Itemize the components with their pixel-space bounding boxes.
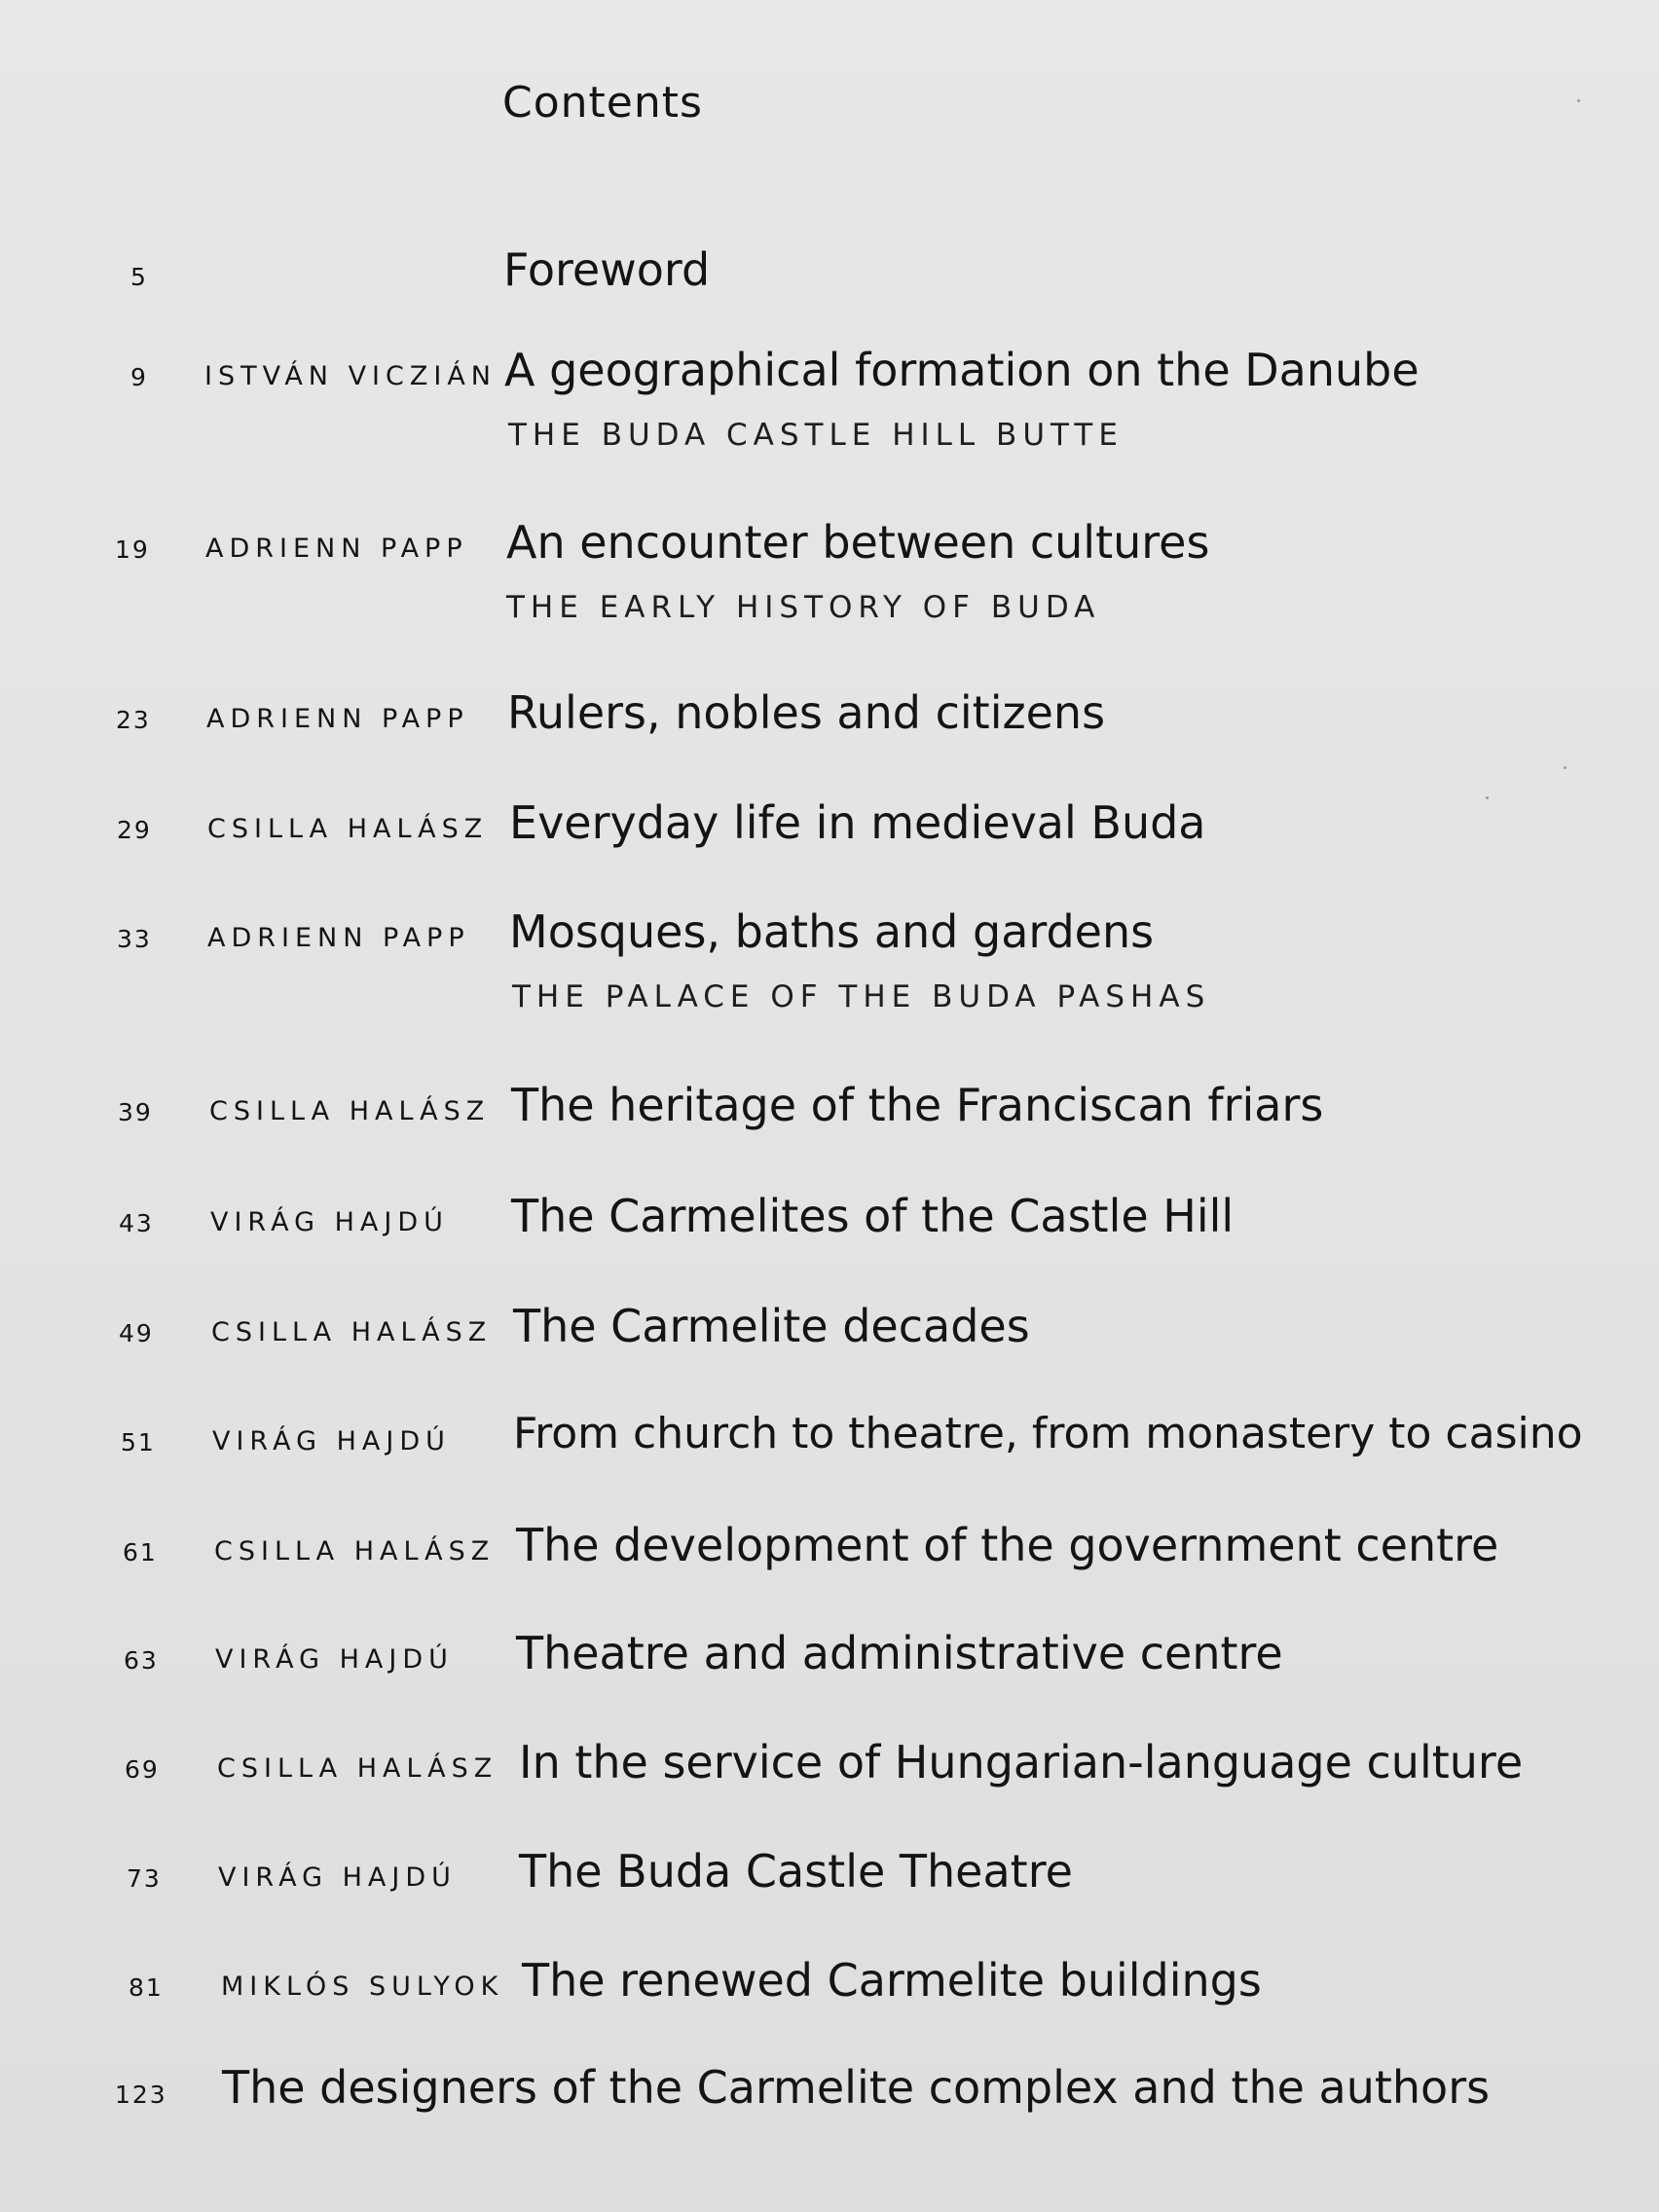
chapter-title: The development of the government centre bbox=[516, 1519, 1499, 1571]
chapter-title: Everyday life in medieval Buda bbox=[509, 796, 1206, 849]
chapter-title: Mosques, baths and gardens bbox=[509, 905, 1155, 958]
chapter-title: In the service of Hungarian-language culture bbox=[519, 1736, 1524, 1788]
chapter-subtitle: THE EARLY HISTORY OF BUDA bbox=[506, 590, 1101, 625]
chapter-title: The designers of the Carmelite complex and the authors bbox=[222, 2061, 1491, 2114]
page-number: 73 bbox=[127, 1864, 162, 1893]
page-number: 33 bbox=[117, 925, 152, 953]
chapter-title: From church to theatre, from monastery to casino bbox=[513, 1409, 1583, 1458]
paper-speck bbox=[1486, 796, 1489, 799]
chapter-subtitle: THE BUDA CASTLE HILL BUTTE bbox=[508, 418, 1124, 453]
page-number: 9 bbox=[130, 363, 148, 391]
author-name: CSILLA HALÁSZ bbox=[217, 1753, 498, 1784]
chapter-title: The heritage of the Franciscan friars bbox=[511, 1079, 1324, 1131]
author-name: ADRIENN PAPP bbox=[207, 923, 470, 953]
chapter-title: Theatre and administrative centre bbox=[516, 1627, 1283, 1679]
page-number: 19 bbox=[115, 535, 150, 564]
page-number: 49 bbox=[119, 1319, 154, 1347]
page-number: 81 bbox=[129, 1973, 164, 2002]
page-number: 51 bbox=[121, 1428, 156, 1456]
paper-speck bbox=[1577, 99, 1580, 102]
paper-speck bbox=[1564, 766, 1567, 769]
chapter-title: An encounter between cultures bbox=[506, 516, 1210, 569]
author-name: ISTVÁN VICZIÁN bbox=[204, 361, 497, 391]
chapter-subtitle: THE PALACE OF THE BUDA PASHAS bbox=[512, 979, 1211, 1014]
page-number: 61 bbox=[123, 1538, 158, 1567]
chapter-title: Rulers, nobles and citizens bbox=[507, 686, 1106, 739]
author-name: VIRÁG HAJDÚ bbox=[215, 1644, 454, 1675]
page-number: 29 bbox=[117, 816, 152, 844]
author-name: ADRIENN PAPP bbox=[206, 704, 469, 734]
page-number: 123 bbox=[115, 2081, 167, 2109]
author-name: MIKLÓS SULYOK bbox=[221, 1972, 504, 2002]
page-number: 63 bbox=[124, 1646, 159, 1675]
chapter-title: The Buda Castle Theatre bbox=[519, 1845, 1073, 1898]
chapter-title: Foreword bbox=[503, 243, 711, 296]
chapter-title: The renewed Carmelite buildings bbox=[522, 1954, 1262, 2007]
chapter-title: The Carmelites of the Castle Hill bbox=[511, 1190, 1235, 1242]
chapter-title: The Carmelite decades bbox=[513, 1300, 1030, 1352]
author-name: CSILLA HALÁSZ bbox=[209, 1096, 491, 1126]
page-number: 5 bbox=[130, 263, 148, 291]
page-number: 69 bbox=[125, 1755, 160, 1784]
page-title: Contents bbox=[502, 78, 703, 128]
author-name: VIRÁG HAJDÚ bbox=[210, 1207, 449, 1237]
author-name: CSILLA HALÁSZ bbox=[214, 1536, 496, 1567]
page-number: 39 bbox=[118, 1098, 153, 1126]
author-name: ADRIENN PAPP bbox=[205, 534, 468, 564]
author-name: VIRÁG HAJDÚ bbox=[212, 1426, 451, 1456]
chapter-title: A geographical formation on the Danube bbox=[504, 344, 1419, 396]
author-name: CSILLA HALÁSZ bbox=[211, 1317, 493, 1347]
author-name: CSILLA HALÁSZ bbox=[207, 814, 489, 844]
author-name: VIRÁG HAJDÚ bbox=[218, 1862, 457, 1893]
page-number: 43 bbox=[119, 1209, 154, 1237]
page-number: 23 bbox=[116, 706, 151, 734]
